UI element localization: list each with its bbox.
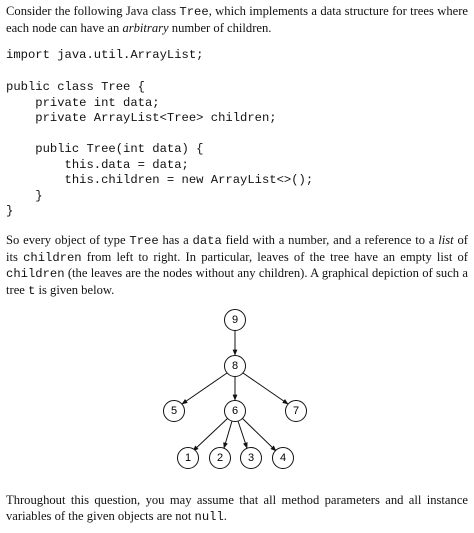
edge-8-7 (243, 373, 288, 404)
text: from left to right. In particular, leaves of the tree have an empty list of (81, 249, 468, 264)
children-code: children (23, 250, 82, 265)
list-emphasis: list (438, 233, 454, 247)
t-variable-code: t (28, 283, 36, 298)
tree-node-2 (210, 448, 231, 469)
code-line: private int data; (6, 95, 160, 110)
text: is given below. (35, 282, 115, 297)
text: . (223, 508, 227, 523)
code-line: public class Tree { (6, 80, 145, 94)
edge-6-3 (238, 421, 247, 448)
text: Throughout this question, you may assume that all method parameters and all instance variables of the given objects are not (6, 493, 468, 523)
text: has a (158, 233, 193, 247)
intro-text: Consider the following Java class (6, 4, 180, 18)
import-code-line: import java.util.ArrayList; (6, 48, 204, 62)
code-line: this.children = new ArrayList<>(); (6, 173, 314, 187)
tree-code: Tree (129, 234, 159, 248)
text: field with a number, and a reference to a (221, 233, 439, 247)
intro-text: number of children. (168, 20, 272, 35)
code-line: } (6, 188, 43, 203)
tree-node-6 (225, 401, 246, 422)
svg-text:5: 5 (170, 405, 178, 417)
tree-node-5 (164, 401, 185, 422)
svg-text:1: 1 (184, 452, 192, 464)
svg-text:3: 3 (247, 452, 255, 464)
code-line: this.data = data; (6, 157, 189, 172)
tree-node-3 (241, 448, 262, 469)
svg-text:4: 4 (279, 452, 287, 464)
children-code: children (6, 267, 65, 281)
text: of its (6, 233, 468, 264)
edge-6-2 (224, 421, 232, 448)
tree-node-7 (286, 401, 307, 422)
svg-text:6: 6 (231, 405, 239, 417)
assumption-paragraph (6, 493, 468, 525)
tree-node-4 (273, 448, 294, 469)
intro-text: , which implements a data structure for trees where each node can have an (6, 4, 468, 35)
data-code: data (192, 234, 222, 248)
edge-6-1 (193, 418, 228, 451)
text: (the leaves are the nodes without any children). A graphical depiction of such a tree (6, 266, 468, 297)
code-line: private ArrayList<Tree> children; (6, 111, 277, 125)
svg-text:7: 7 (292, 405, 300, 417)
class-name-code: Tree (179, 5, 209, 19)
tree-node-8 (225, 356, 246, 377)
tree-node-1 (178, 448, 199, 469)
code-line: } (6, 204, 14, 218)
svg-text:2: 2 (216, 452, 224, 464)
svg-text:8: 8 (231, 360, 239, 372)
code-line: public Tree(int data) { (6, 142, 204, 156)
null-code: null (194, 509, 224, 524)
edge-6-4 (242, 418, 276, 451)
text: So every object of type (6, 233, 130, 247)
tree-node-9 (225, 310, 246, 331)
edge-8-5 (182, 373, 227, 404)
svg-text:9: 9 (231, 314, 239, 326)
arbitrary-emphasis: arbitrary (122, 20, 169, 35)
